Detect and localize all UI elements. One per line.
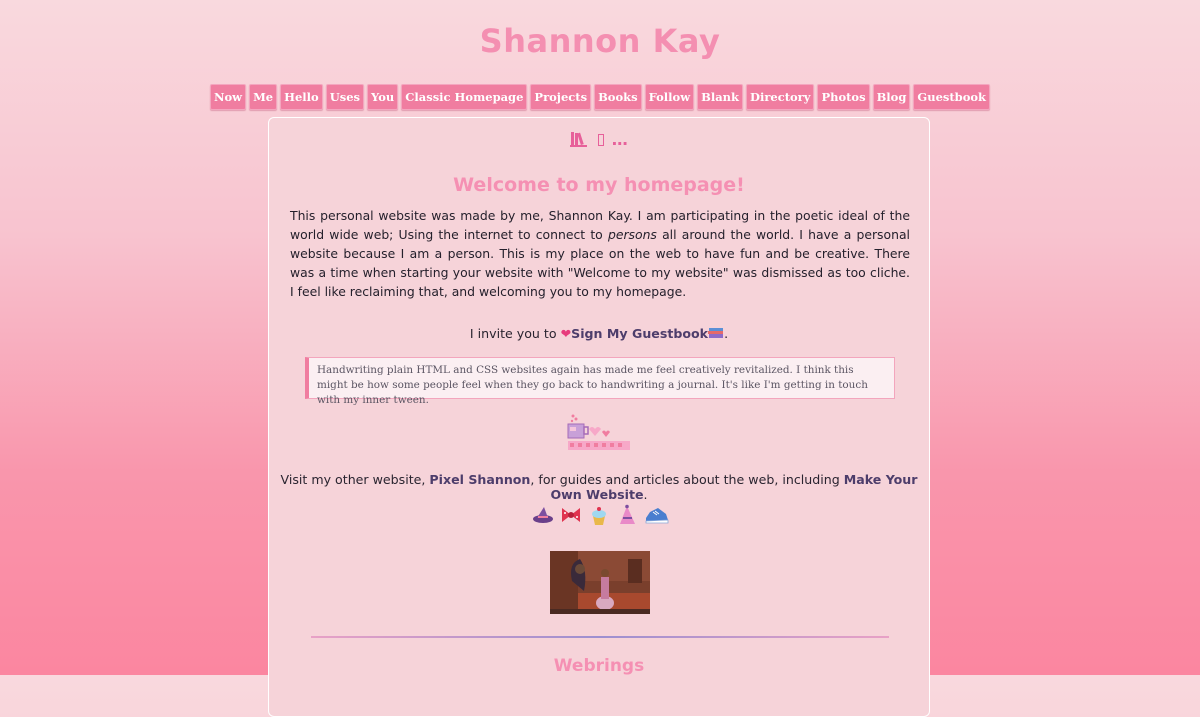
party-hat-icon xyxy=(616,504,638,526)
sneaker-icon xyxy=(644,504,666,526)
nav-item-blank[interactable]: Blank xyxy=(697,84,743,110)
divider xyxy=(311,636,889,638)
site-title[interactable]: Shannon Kay xyxy=(479,22,721,60)
cupcake-icon xyxy=(588,504,610,526)
nav-item-classic-homepage[interactable]: Classic Homepage xyxy=(401,84,527,110)
guestbook-link[interactable]: Sign My Guestbook xyxy=(571,326,709,341)
invite-line xyxy=(269,326,929,342)
books-small-icon xyxy=(708,327,724,342)
nav-item-now[interactable]: Now xyxy=(210,84,246,110)
nav-item-photos[interactable]: Photos xyxy=(817,84,869,110)
main-panel xyxy=(268,117,930,717)
nav-item-guestbook[interactable]: Guestbook xyxy=(913,84,990,110)
nav-item-blog[interactable]: Blog xyxy=(873,84,911,110)
nav-item-hello[interactable]: Hello xyxy=(280,84,323,110)
nav-item-you[interactable]: You xyxy=(367,84,398,110)
nav-item-directory[interactable]: Directory xyxy=(746,84,814,110)
welcome-heading: Welcome to my homepage! xyxy=(453,174,745,196)
emoji-row xyxy=(269,504,929,526)
webrings-heading: Webrings xyxy=(553,656,645,676)
nav-item-books[interactable]: Books xyxy=(594,84,642,110)
make-your-own-website-link[interactable]: Make Your Own Website xyxy=(550,472,918,502)
visit-prefix: Visit my other website, xyxy=(280,472,430,487)
visit-middle: , for guides and articles about the web, including xyxy=(530,472,844,487)
beauty-and-beast-image xyxy=(550,551,650,614)
ellipsis: … xyxy=(611,130,628,149)
nav-item-projects[interactable]: Projects xyxy=(530,84,591,110)
visit-line xyxy=(269,472,929,502)
intro-paragraph xyxy=(290,206,910,301)
intro-text-1: This personal website was made by me, Shannon Kay. I am participating in the poetic ideal of the world wide web; Using the internet to connect to xyxy=(290,208,910,242)
coffee-cup-pixel-icon xyxy=(567,412,633,452)
heart-icon: ❤ xyxy=(560,326,572,341)
main-nav xyxy=(0,84,1200,110)
nav-item-me[interactable]: Me xyxy=(249,84,277,110)
nav-item-uses[interactable]: Uses xyxy=(326,84,364,110)
quote-block: Handwriting plain HTML and CSS websites again has made me feel creatively revitalized. I think this might be how some people feel when they go back to handwriting a journal. It's like I'm getting in touch with my inner tween. xyxy=(305,357,895,399)
header-icons xyxy=(269,130,929,151)
bow-icon xyxy=(560,504,582,526)
bookmark-icon xyxy=(598,132,604,150)
invite-suffix: . xyxy=(724,326,729,341)
invite-prefix: I invite you to xyxy=(469,326,561,341)
pixel-shannon-link[interactable]: Pixel Shannon xyxy=(429,472,531,487)
books-icon xyxy=(570,131,588,151)
intro-text-2: all around the world. I have a personal website because I am a person. This is my place on the web to have fun and be creative. There was a time when starting your website with "Welcome to my website" was dismissed as too cliche. I feel like reclaiming that, and welcoming you to my homepage. xyxy=(290,227,910,299)
nav-item-follow[interactable]: Follow xyxy=(645,84,695,110)
intro-emphasis: persons xyxy=(607,227,657,242)
visit-suffix: . xyxy=(643,487,648,502)
witch-hat-icon xyxy=(532,504,554,526)
